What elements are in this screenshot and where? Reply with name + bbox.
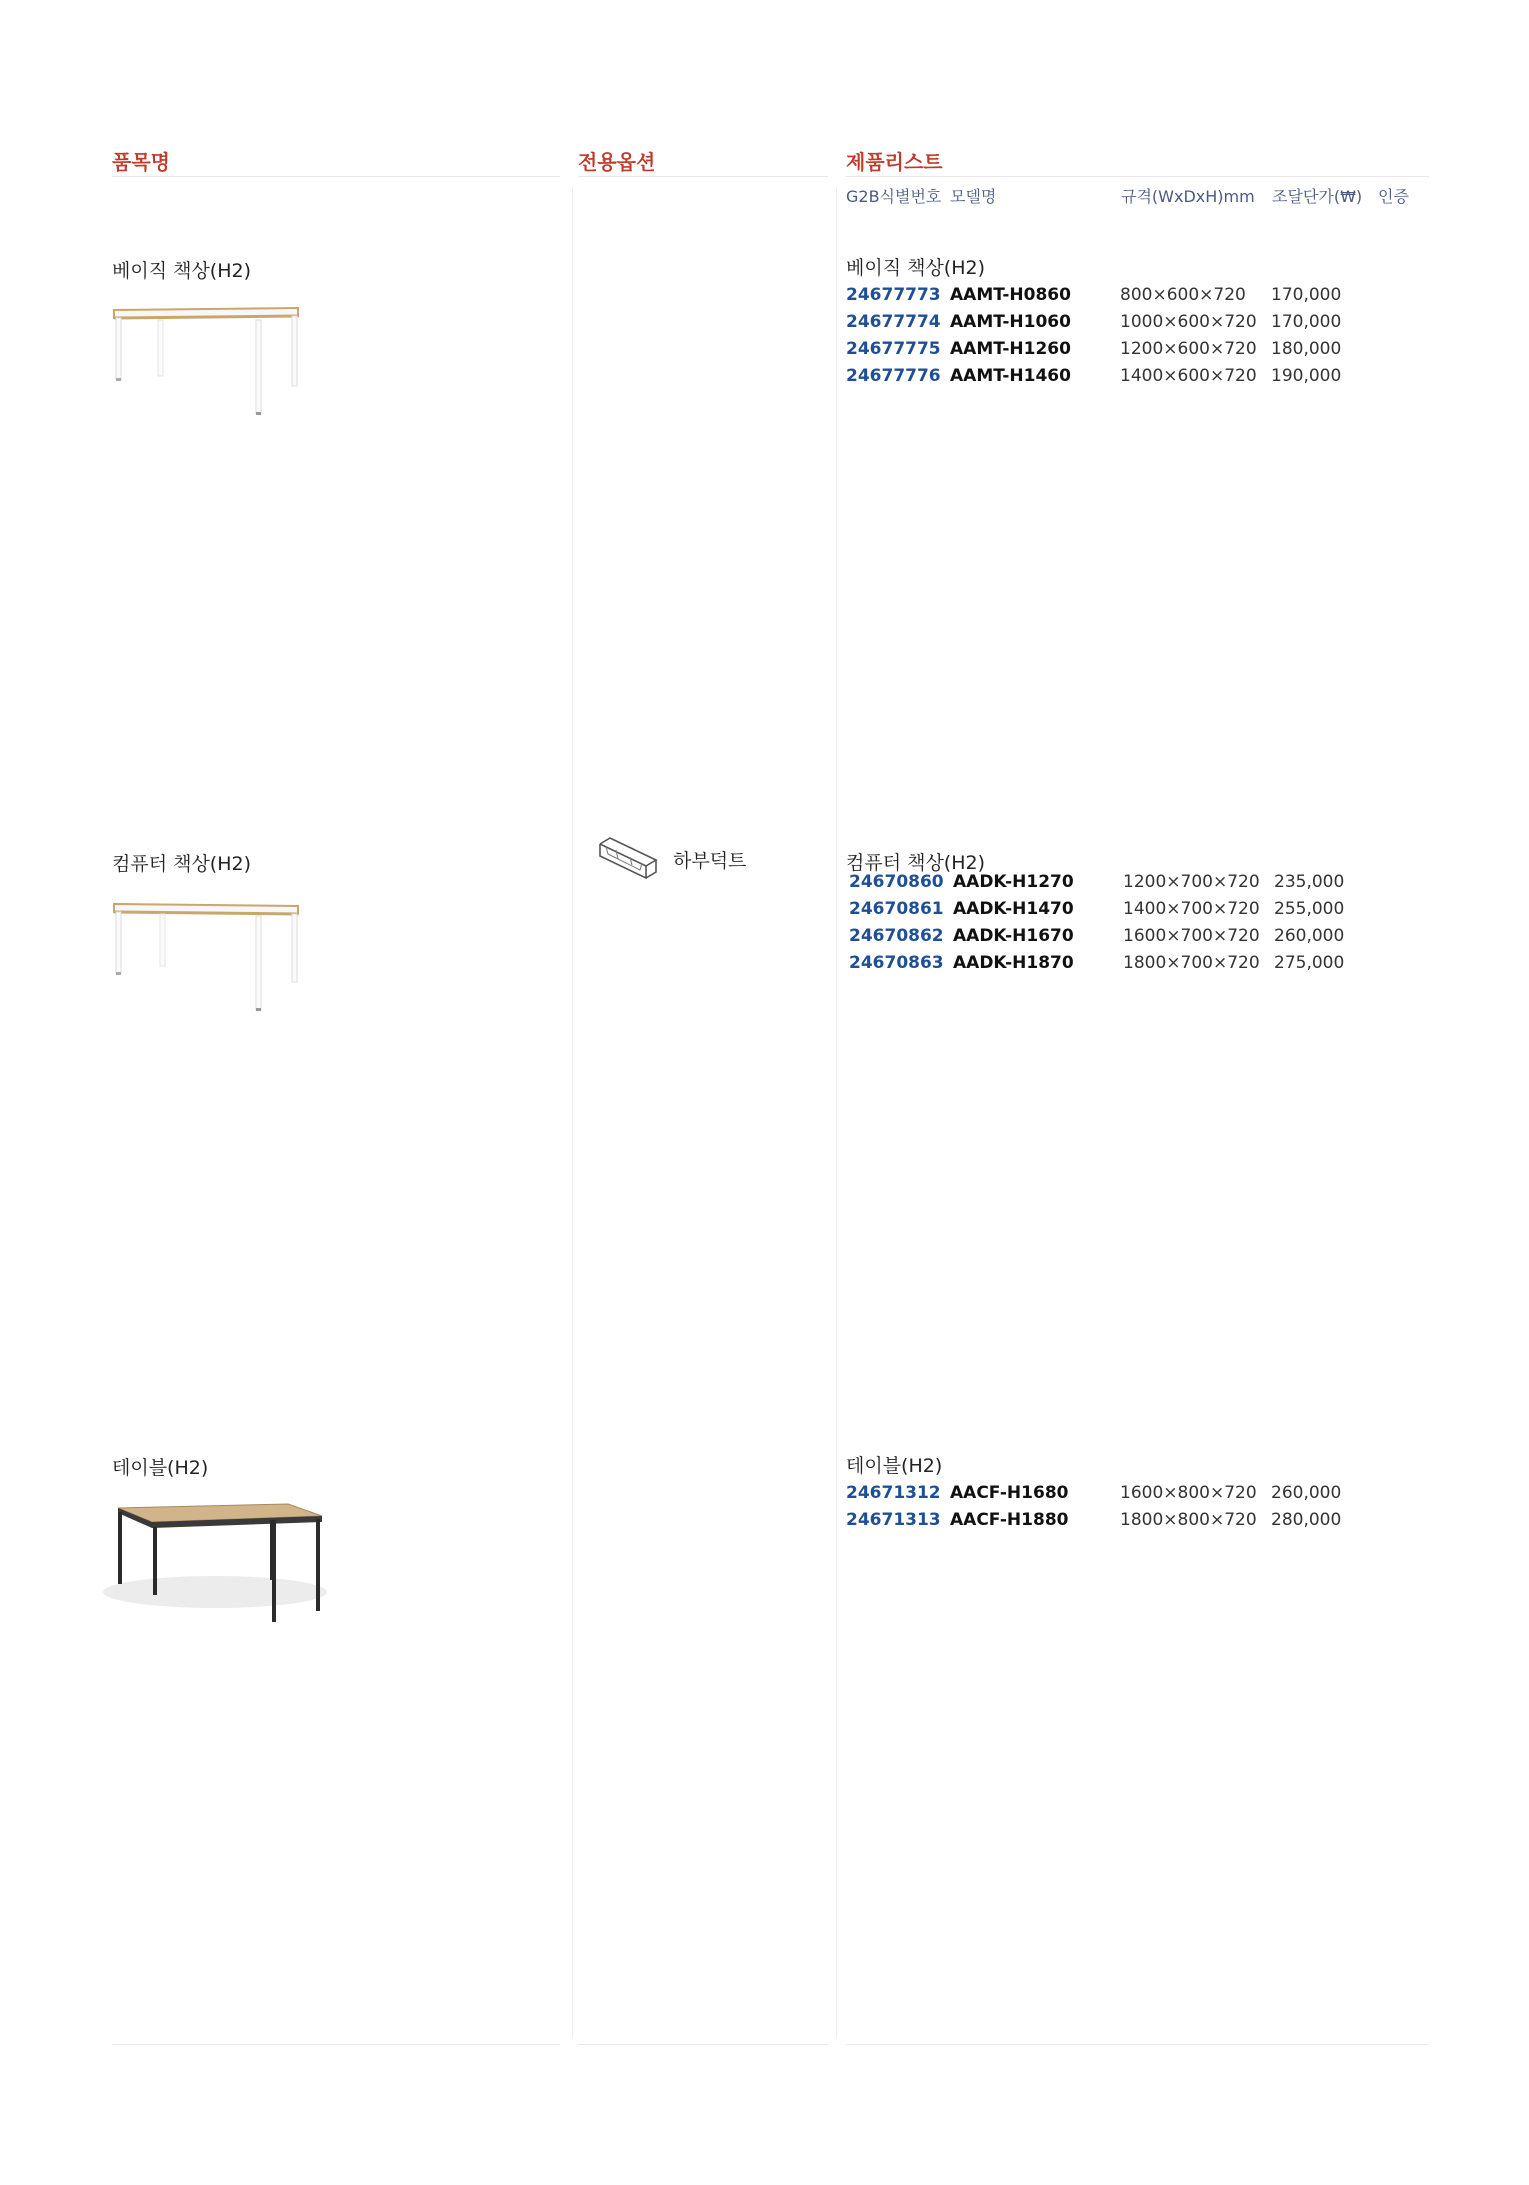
- spec: 800×600×720: [1120, 285, 1246, 305]
- header-divider-item: [112, 176, 560, 177]
- footer-divider-option: [578, 2044, 828, 2045]
- model-name: AACF-H1880: [950, 1510, 1069, 1530]
- spec: 1200×700×720: [1123, 872, 1260, 892]
- g2b-id: 24677775: [846, 339, 941, 359]
- price: 260,000: [1271, 1483, 1342, 1503]
- product-row: [846, 336, 1342, 363]
- g2b-id: 24670860: [849, 872, 944, 892]
- product-row: [846, 1507, 1342, 1534]
- group-title: 컴퓨터 책상(H2): [846, 852, 986, 874]
- column-header-option: 전용옵션: [578, 150, 656, 174]
- model-name: AAMT-H1060: [950, 312, 1071, 332]
- group-title: 베이직 책상(H2): [846, 257, 986, 279]
- model-name: AADK-H1470: [953, 899, 1074, 919]
- white-desk-wood-top-icon: [108, 300, 308, 418]
- product-group-basic-desk: [846, 254, 1342, 390]
- white-computer-desk-icon: [108, 896, 308, 1014]
- subheader-price: 조달단가(₩): [1272, 187, 1363, 206]
- price: 170,000: [1271, 312, 1342, 332]
- g2b-id: 24670861: [849, 899, 944, 919]
- product-row: [849, 923, 1345, 950]
- spec: 1800×700×720: [1123, 953, 1260, 973]
- product-group-table: [846, 1452, 1342, 1534]
- subheader-cert: 인증: [1378, 187, 1409, 206]
- column-header-product-list: 제품리스트: [846, 150, 943, 174]
- price: 280,000: [1271, 1510, 1342, 1530]
- g2b-id: 24671313: [846, 1510, 941, 1530]
- oak-table-black-frame-icon: [100, 1496, 330, 1631]
- price: 235,000: [1274, 872, 1345, 892]
- header-divider-option: [578, 176, 828, 177]
- g2b-id: 24670863: [849, 953, 944, 973]
- spec: 1400×700×720: [1123, 899, 1260, 919]
- header-divider-product-list: [846, 176, 1429, 177]
- spec: 1800×800×720: [1120, 1510, 1257, 1530]
- g2b-id: 24677774: [846, 312, 941, 332]
- product-row: [846, 309, 1342, 336]
- spec: 1000×600×720: [1120, 312, 1257, 332]
- price: 170,000: [1271, 285, 1342, 305]
- under-duct-icon: [596, 834, 660, 886]
- product-row: [849, 896, 1345, 923]
- g2b-id: 24671312: [846, 1483, 941, 1503]
- price: 190,000: [1271, 366, 1342, 386]
- model-name: AADK-H1670: [953, 926, 1074, 946]
- model-name: AAMT-H1460: [950, 366, 1071, 386]
- product-row: [846, 1480, 1342, 1507]
- spec: 1600×800×720: [1120, 1483, 1257, 1503]
- product-row: [846, 363, 1342, 390]
- spec: 1400×600×720: [1120, 366, 1257, 386]
- spec: 1600×700×720: [1123, 926, 1260, 946]
- g2b-id: 24677773: [846, 285, 941, 305]
- product-row: [849, 950, 1345, 977]
- product-row: [849, 869, 1345, 896]
- model-name: AAMT-H1260: [950, 339, 1071, 359]
- price: 260,000: [1274, 926, 1345, 946]
- spec: 1200×600×720: [1120, 339, 1257, 359]
- item-name-table: 테이블(H2): [112, 1457, 209, 1479]
- price: 180,000: [1271, 339, 1342, 359]
- subheader-model: 모델명: [950, 187, 997, 206]
- product-row: [846, 282, 1342, 309]
- option-label-under-duct: 하부덕트: [673, 850, 747, 872]
- price: 255,000: [1274, 899, 1345, 919]
- column-separator-right: [836, 188, 837, 2038]
- model-name: AAMT-H0860: [950, 285, 1071, 305]
- item-name-basic-desk: 베이직 책상(H2): [112, 260, 252, 282]
- column-header-item: 품목명: [112, 150, 170, 174]
- g2b-id: 24670862: [849, 926, 944, 946]
- footer-divider-product-list: [846, 2044, 1429, 2045]
- price: 275,000: [1274, 953, 1345, 973]
- footer-divider-item: [112, 2044, 560, 2045]
- group-title: 테이블(H2): [846, 1455, 943, 1477]
- subheader-g2b: G2B식별번호: [846, 187, 942, 206]
- model-name: AADK-H1870: [953, 953, 1074, 973]
- subheader-spec: 규격(WxDxH)mm: [1121, 187, 1255, 206]
- g2b-id: 24677776: [846, 366, 941, 386]
- product-group-computer-desk: [846, 849, 1345, 977]
- column-separator-left: [572, 188, 573, 2038]
- item-name-computer-desk: 컴퓨터 책상(H2): [112, 853, 252, 875]
- model-name: AACF-H1680: [950, 1483, 1069, 1503]
- model-name: AADK-H1270: [953, 872, 1074, 892]
